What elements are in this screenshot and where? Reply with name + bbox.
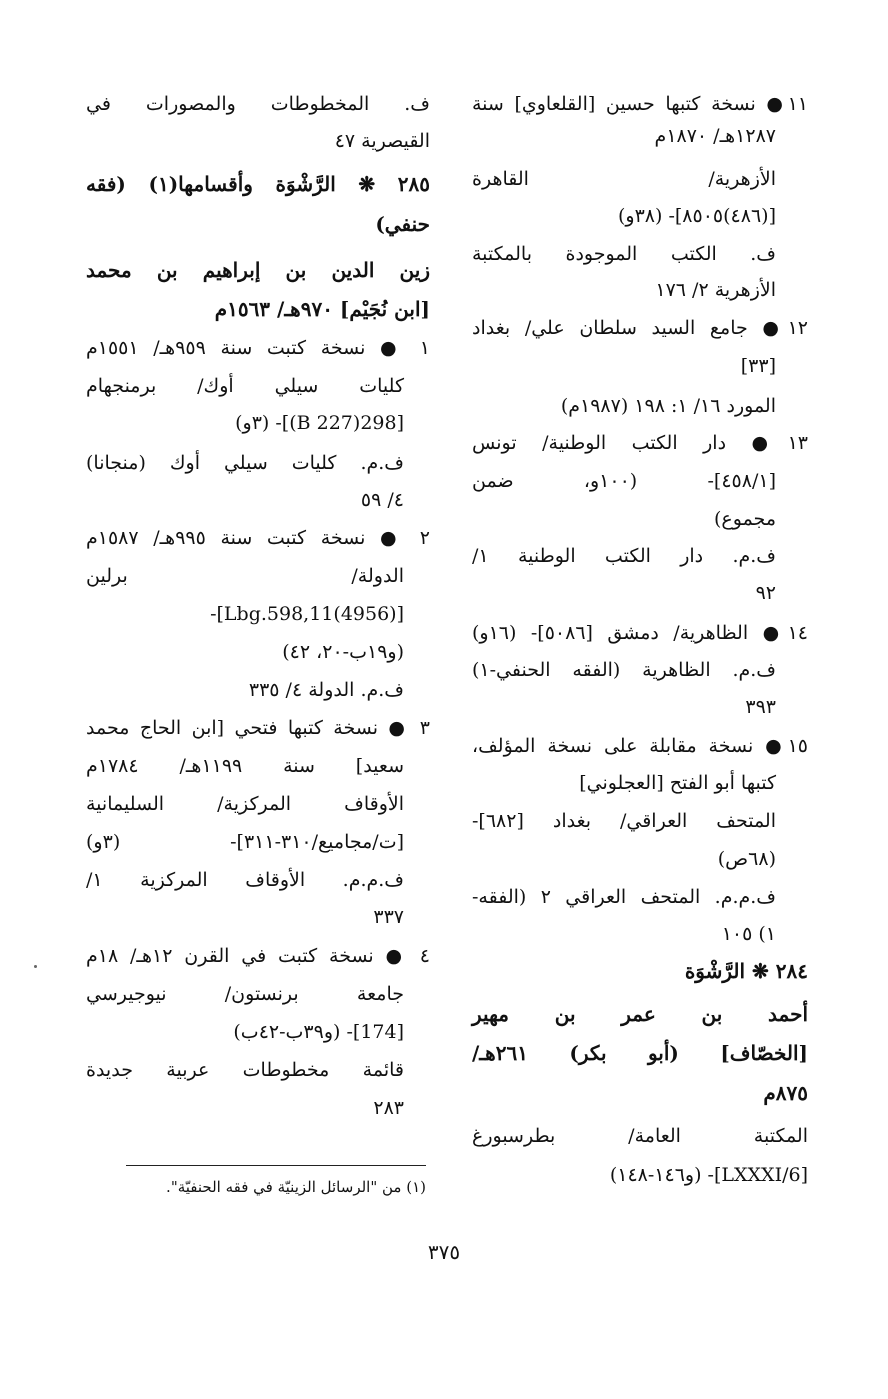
entry-15-catalog-ref: ١) ١٠٥ <box>721 923 776 945</box>
heading-285: ٢٨٥ ❋ الرَّشْوَة وأقسامها(١) (فقه <box>86 172 430 196</box>
entry-11-library: الأزهرية/ القاهرة <box>472 168 776 190</box>
entry-11: ١١● نسخة كتبها حسين [القلعاوي] سنة <box>472 93 808 115</box>
footnote-divider <box>126 1165 426 1166</box>
entry-4-catalog: قائمة مخطوطات عربية جديدة <box>86 1059 404 1081</box>
entry-11-catalog: ف. الكتب الموجودة بالمكتبة <box>472 243 776 265</box>
author-285-name: زين الدين بن إبراهيم بن محمد <box>86 258 430 282</box>
entry-12: ١٢● جامع السيد سلطان علي/ بغداد <box>472 317 808 339</box>
entry-4-catalog-ref: ٢٨٣ <box>373 1097 404 1119</box>
entry-4-shelfmark: [174]- (و٣٩ب-٤٢ب) <box>233 1021 404 1043</box>
entry-3-date: سعيد] سنة ١١٩٩هـ/ ١٧٨٤م <box>86 755 405 777</box>
entry-2: ٢ ● نسخة كتبت سنة ٩٩٥هـ/ ١٥٨٧م <box>86 527 430 549</box>
entry-14-catalog-ref: ٣٩٣ <box>745 696 776 718</box>
entry-4-library: جامعة برنستون/ نيوجيرسي <box>86 983 404 1005</box>
prev-catalog: ف. المخطوطات والمصورات في <box>86 93 430 115</box>
entry-4: ٤ ● نسخة كتبت في القرن ١٢هـ/ ١٨م <box>86 945 430 967</box>
heading-284: ٢٨٤ ❋ الرَّشْوَة <box>684 959 808 983</box>
heading-285-subject: حنفي) <box>375 212 430 236</box>
entry-13-note: مجموع) <box>714 508 776 530</box>
entry-284-shelfmark: [LXXXI/6]- (و١٤٦-١٤٨) <box>609 1164 808 1186</box>
entry-13-shelfmark: [٤٥٨/١]- (١٠٠و، ضمن <box>472 470 776 492</box>
entry-12-shelfmark: [٣٣] <box>740 355 776 377</box>
author-284-name: أحمد بن عمر بن مهير <box>472 1002 808 1026</box>
entry-11-date: ١٢٨٧هـ/ ١٨٧٠م <box>654 125 776 147</box>
entry-13: ١٣● دار الكتب الوطنية/ تونس <box>472 432 808 454</box>
entry-12-catalog: المورد ١٦/ ١: ١٩٨ (١٩٨٧م) <box>560 395 776 417</box>
author-284-date: ٨٧٥م <box>763 1081 808 1105</box>
entry-3-library: الأوقاف المركزية/ السليمانية <box>86 793 404 815</box>
entry-15-folios: (٦٨ص) <box>717 848 776 870</box>
entry-3: ٣ ● نسخة كتبها فتحي [ابن الحاج محمد <box>86 717 430 739</box>
entry-3-catalog: ف.م.م. الأوقاف المركزية ١/ <box>86 869 404 891</box>
entry-11-shelfmark: [(٤٨٦)٨٥٠٥]- (٣٨و) <box>617 205 776 227</box>
entry-1-shelfmark: [298(227 B)]- (٣و) <box>235 412 404 434</box>
footnote: (١) من "الرسائل الزينيّة في فقه الحنفيّة". <box>166 1178 426 1196</box>
author-285-laqab: [ابن نُجَيْم] ٩٧٠هـ/ ١٥٦٣م <box>214 297 430 321</box>
entry-2-library: الدولة/ برلين <box>86 565 404 587</box>
entry-1: ١ ● نسخة كتبت سنة ٩٥٩هـ/ ١٥٥١م <box>86 337 430 359</box>
entry-3-shelfmark: [ت/مجاميع/٣١٠-٣١١]- (٣و) <box>86 831 404 853</box>
entry-1-catalog: ف.م. كليات سيلي أوك (منجانا) <box>86 452 404 474</box>
entry-2-folios: (و١٩ب-٢٠، ٤٢) <box>282 641 404 663</box>
entry-14: ١٤● الظاهرية/ دمشق [٥٠٨٦]- (١٦و) <box>472 622 808 644</box>
entry-15-library: المتحف العراقي/ بغداد [٦٨٢]- <box>472 810 776 832</box>
entry-1-library: كليات سيلي أوك/ برمنجهام <box>86 375 404 397</box>
entry-284-library: المكتبة العامة/ بطرسبورغ <box>472 1125 808 1147</box>
author-284-laqab: [الخصّاف] (أبو بكر) ٢٦١هـ/ <box>472 1041 808 1065</box>
entry-14-catalog: ف.م. الظاهرية (الفقه الحنفي-١) <box>472 659 776 681</box>
entry-13-catalog-ref: ٩٢ <box>755 582 776 604</box>
page-number: ٣٧٥ <box>427 1240 461 1264</box>
prev-catalog-ref: القيصرية ٤٧ <box>334 130 430 152</box>
entry-15-scribe: كتبها أبو الفتح [العجلوني] <box>579 772 776 794</box>
entry-11-catalog-ref: الأزهرية ٢/ ١٧٦ <box>655 279 776 301</box>
entry-3-catalog-ref: ٣٣٧ <box>373 906 404 928</box>
entry-15-catalog: ف.م.م. المتحف العراقي ٢ (الفقه- <box>472 886 776 908</box>
entry-2-shelfmark: [(4956)Lbg.598,11]- <box>210 603 404 625</box>
entry-2-catalog: ف.م. الدولة ٤/ ٣٣٥ <box>248 679 404 701</box>
entry-13-catalog: ف.م. دار الكتب الوطنية ١/ <box>472 545 776 567</box>
entry-15: ١٥● نسخة مقابلة على نسخة المؤلف، <box>472 735 808 757</box>
scan-speck <box>34 965 37 968</box>
entry-1-catalog-ref: ٤/ ٥٩ <box>360 489 404 511</box>
